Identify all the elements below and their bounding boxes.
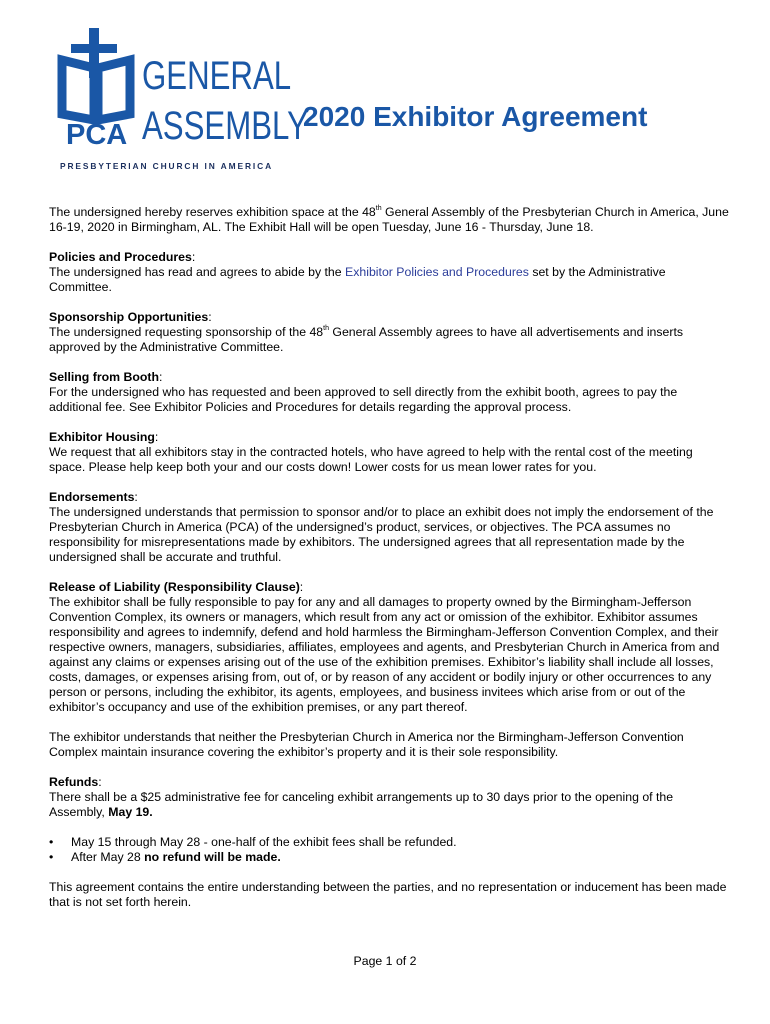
bullet-icon: • [49, 850, 54, 864]
release-body: The exhibitor shall be fully responsible to pay for any and all damages to property owned by the Birmingham-Jefferson Convention Complex, its owners or managers, which result from any act or omission of the exhibitor. Exhibitor assumes responsibility and agrees to indemnify, defend and hold harmless the Birmingham-Jefferson Convention Complex, and their respective owners, managers, subsidiaries, affiliates, employees and agents, and Presbyterian Church in America from and against any claims or expenses arising out of the use of the exhibition premises. Exhibitor’s liability shall include all losses, costs, damages, or expenses arising from, out of, or by reason of any accident or bodily injury or other occurrences to any person or persons, including the exhibitor, its agents, employees, and business invitees which arise from or out of the exhibitor’s occupancy and use of the exhibition premises, or any part thereof. [49, 595, 720, 714]
selling-body: For the undersigned who has requested and been approved to sell directly from the exhibit booth, agrees to pay the additional fee. See Exhibitor Policies and Procedures for details regarding the approval process. [49, 385, 678, 414]
refunds-date: May 19. [108, 805, 153, 819]
insurance-paragraph: The exhibitor understands that neither the Presbyterian Church in America nor the Birmingham-Jefferson Convention Complex maintain insurance covering the exhibitor’s property and it is their sole responsibility. [49, 730, 684, 759]
list-item [49, 835, 729, 850]
policies-text-pre: The undersigned has read and agrees to abide by the [49, 265, 346, 279]
policies-section: Policies and Procedures: The undersigned has read and agrees to abide by the Exhibitor Policies and Procedures set by the Administrative Committee. [49, 250, 666, 294]
agreement-body [49, 205, 729, 925]
document-title: 2020 Exhibitor Agreement [303, 101, 648, 132]
refund-bullet-1: May 15 through May 28 - one-half of the exhibit fees shall be refunded. [71, 835, 457, 849]
intro-text-2: General Assembly of the Presbyterian Church in America, June 16-19, 2020 in Birmingham, AL. The Exhibit Hall will be open Tuesday, June 16 - Thursday, June 18. [49, 205, 729, 234]
endorsements-heading: Endorsements [49, 490, 135, 504]
refunds-list [49, 835, 729, 865]
policies-heading: Policies and Procedures [49, 250, 192, 264]
selling-heading: Selling from Booth [49, 370, 159, 384]
refunds-body: There shall be a $25 administrative fee for canceling exhibit arrangements up to 30 days prior to the opening of the Assembly, [49, 790, 674, 819]
refund-bullet-2-pre: After May 28 [71, 850, 145, 864]
logo-pca-text: PCA [66, 119, 128, 151]
sponsorship-text-2: General Assembly agrees to have all advertisements and inserts approved by the Administrative Committee. [49, 325, 684, 354]
housing-body: We request that all exhibitors stay in the contracted hotels, who have agreed to help with the rental cost of the meeting space. Please help keep both your and our costs down! Lower costs for us mean lower rates for you. [49, 445, 693, 474]
release-section: Release of Liability (Responsibility Clause): The exhibitor shall be fully responsible to pay for any and all damages to property owned by the Birmingham-Jefferson Convention Complex, its owners or managers, which result from any act or omission of the exhibitor. Exhibitor assumes responsibility and agrees to indemnify, defend and hold harmless the Birmingham-Jefferson Convention Complex, and their respective owners, managers, subsidiaries, affiliates, employees and agents, and Presbyterian Church in America from and against any claims or expenses arising out of the use of the exhibition premises. Exhibitor’s liability shall include all losses, costs, damages, or expenses arising from, out of, or by reason of any accident or bodily injury or other occurrences to any person or persons, including the exhibitor, its agents, employees, and business invitees which arise from or out of the exhibitor’s occupancy and use of the exhibition premises, or any part thereof. [49, 580, 720, 714]
logo-general-text: GENERAL [142, 54, 292, 98]
sponsorship-superscript: th [323, 325, 329, 332]
housing-section: Exhibitor Housing: We request that all exhibitors stay in the contracted hotels, who have agreed to help with the rental cost of the meeting space. Please help keep both your and our costs down! Lower costs for us mean lower rates for you. [49, 430, 693, 474]
refund-bullet-2-bold: no refund will be made. [144, 850, 281, 864]
refunds-section: Refunds: There shall be a $25 administrative fee for canceling exhibit arrangements up to 30 days prior to the opening of the Assembly, May 19. [49, 775, 674, 819]
intro-text-1: The undersigned hereby reserves exhibition space at the 48 [49, 205, 376, 219]
logo-assembly-text: ASSEMBLY [142, 104, 308, 148]
closing-paragraph: This agreement contains the entire understanding between the parties, and no representation or inducement has been made that is not set forth herein. [49, 880, 727, 909]
intro-superscript: th [375, 205, 382, 212]
bullet-icon: • [49, 835, 54, 849]
selling-section: Selling from Booth: For the undersigned who has requested and been approved to sell directly from the exhibit booth, agrees to pay the additional fee. See Exhibitor Policies and Procedures for details regarding the approval process. [49, 370, 678, 414]
endorsements-body: The undersigned understands that permission to sponsor and/or to place an exhibit does not imply the endorsement of the Presbyterian Church in America (PCA) of the undersigned’s product, services, or objectives. The PCA assumes no responsibility for misrepresentations made by exhibitors. The undersigned agrees that all representation made by the undersigned shall be accurate and truthful. [49, 505, 714, 564]
policies-text-post: set by the Administrative Committee. [49, 265, 666, 294]
policies-link[interactable]: Exhibitor Policies and Procedures [345, 265, 529, 279]
release-heading: Release of Liability (Responsibility Clause) [49, 580, 300, 594]
page-header [0, 0, 770, 180]
logo-subtitle: PRESBYTERIAN CHURCH IN AMERICA [60, 161, 274, 171]
list-item [49, 850, 729, 865]
sponsorship-heading: Sponsorship Opportunities [49, 310, 209, 324]
sponsorship-text-1: The undersigned requesting sponsorship of the 48 [49, 325, 324, 339]
intro-paragraph [49, 205, 729, 235]
sponsorship-section: Sponsorship Opportunities: The undersigned requesting sponsorship of the 48th General Assembly agrees to have all advertisements and inserts approved by the Administrative Committee. [49, 310, 684, 354]
endorsements-section: Endorsements: The undersigned understands that permission to sponsor and/or to place an exhibit does not imply the endorsement of the Presbyterian Church in America (PCA) of the undersigned’s product, services, or objectives. The PCA assumes no responsibility for misrepresentations made by exhibitors. The undersigned agrees that all representation made by the undersigned shall be accurate and truthful. [49, 490, 714, 564]
refunds-heading: Refunds [49, 775, 99, 789]
housing-heading: Exhibitor Housing [49, 430, 155, 444]
page-number: Page 1 of 2 [353, 954, 417, 968]
